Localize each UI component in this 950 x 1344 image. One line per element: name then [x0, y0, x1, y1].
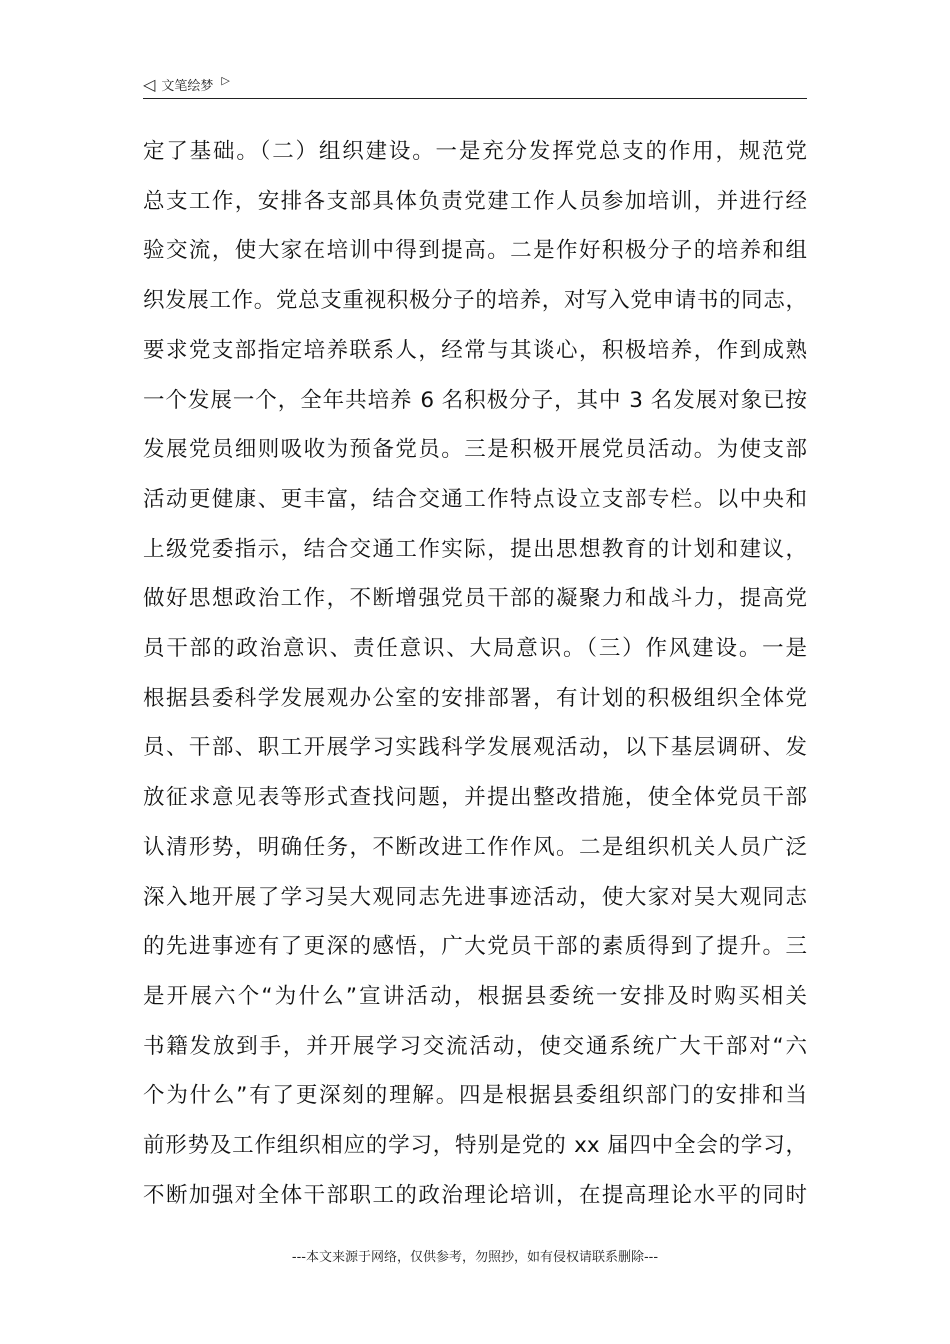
- body-line: 的先进事迹有了更深的感悟，广大党员干部的素质得到了提升。三: [143, 934, 807, 960]
- body-line: 放征求意见表等形式查找问题，并提出整改措施，使全体党员干部: [143, 785, 807, 811]
- body-line: 活动更健康、更丰富，结合交通工作特点设立支部专栏。以中央和: [143, 486, 807, 512]
- header-bar: [143, 72, 807, 96]
- body-line: 不断加强对全体干部职工的政治理论培训，在提高理论水平的同时: [143, 1182, 807, 1208]
- body-line: 前形势及工作组织相应的学习，特别是党的 xx 届四中全会的学习，: [143, 1133, 807, 1159]
- body-line: 定了基础。（二）组织建设。一是充分发挥党总支的作用，规范党: [143, 139, 807, 164]
- body-line: 织发展工作。党总支重视积极分子的培养，对写入党申请书的同志，: [143, 288, 807, 314]
- body-line: 要求党支部指定培养联系人，经常与其谈心，积极培养，作到成熟: [143, 337, 807, 363]
- body-line: 认清形势，明确任务，不断改进工作作风。二是组织机关人员广泛: [143, 834, 807, 860]
- body-line: 做好思想政治工作，不断增强党员干部的凝聚力和战斗力，提高党: [143, 586, 807, 612]
- body-line: 总支工作，安排各支部具体负责党建工作人员参加培训，并进行经: [143, 188, 807, 214]
- body-line: 员干部的政治意识、责任意识、大局意识。（三）作风建设。一是: [143, 636, 807, 662]
- page-header: [143, 72, 807, 99]
- body-line: 发展党员细则吸收为预备党员。三是积极开展党员活动。为使支部: [143, 437, 807, 463]
- document-body: [143, 127, 807, 1220]
- body-line: 一个发展一个，全年共培养 6 名积极分子，其中 3 名发展对象已按: [143, 387, 807, 413]
- body-line: 上级党委指示，结合交通工作实际，提出思想教育的计划和建议，: [143, 536, 807, 562]
- footer-disclaimer: ---本文来源于网络，仅供参考，勿照抄，如有侵权请联系删除---: [291, 1250, 659, 1265]
- triangle-left-icon: ◁: [143, 74, 156, 94]
- body-line: 书籍发放到手，并开展学习交流活动，使交通系统广大干部对“六: [143, 1033, 807, 1059]
- body-line: 是开展六个“为什么”宣讲活动，根据县委统一安排及时购买相关: [143, 983, 807, 1009]
- header-title: 文笔绘梦: [161, 78, 214, 94]
- body-line: 深入地开展了学习吴大观同志先进事迹活动，使大家对吴大观同志: [143, 884, 807, 910]
- body-line: 验交流，使大家在培训中得到提高。二是作好积极分子的培养和组: [143, 238, 807, 264]
- body-line: 个为什么”有了更深刻的理解。四是根据县委组织部门的安排和当: [143, 1083, 807, 1109]
- triangle-right-icon: ▷: [221, 73, 230, 87]
- body-line: 员、干部、职工开展学习实践科学发展观活动，以下基层调研、发: [143, 735, 807, 761]
- body-line: 根据县委科学发展观办公室的安排部署，有计划的积极组织全体党: [143, 685, 807, 711]
